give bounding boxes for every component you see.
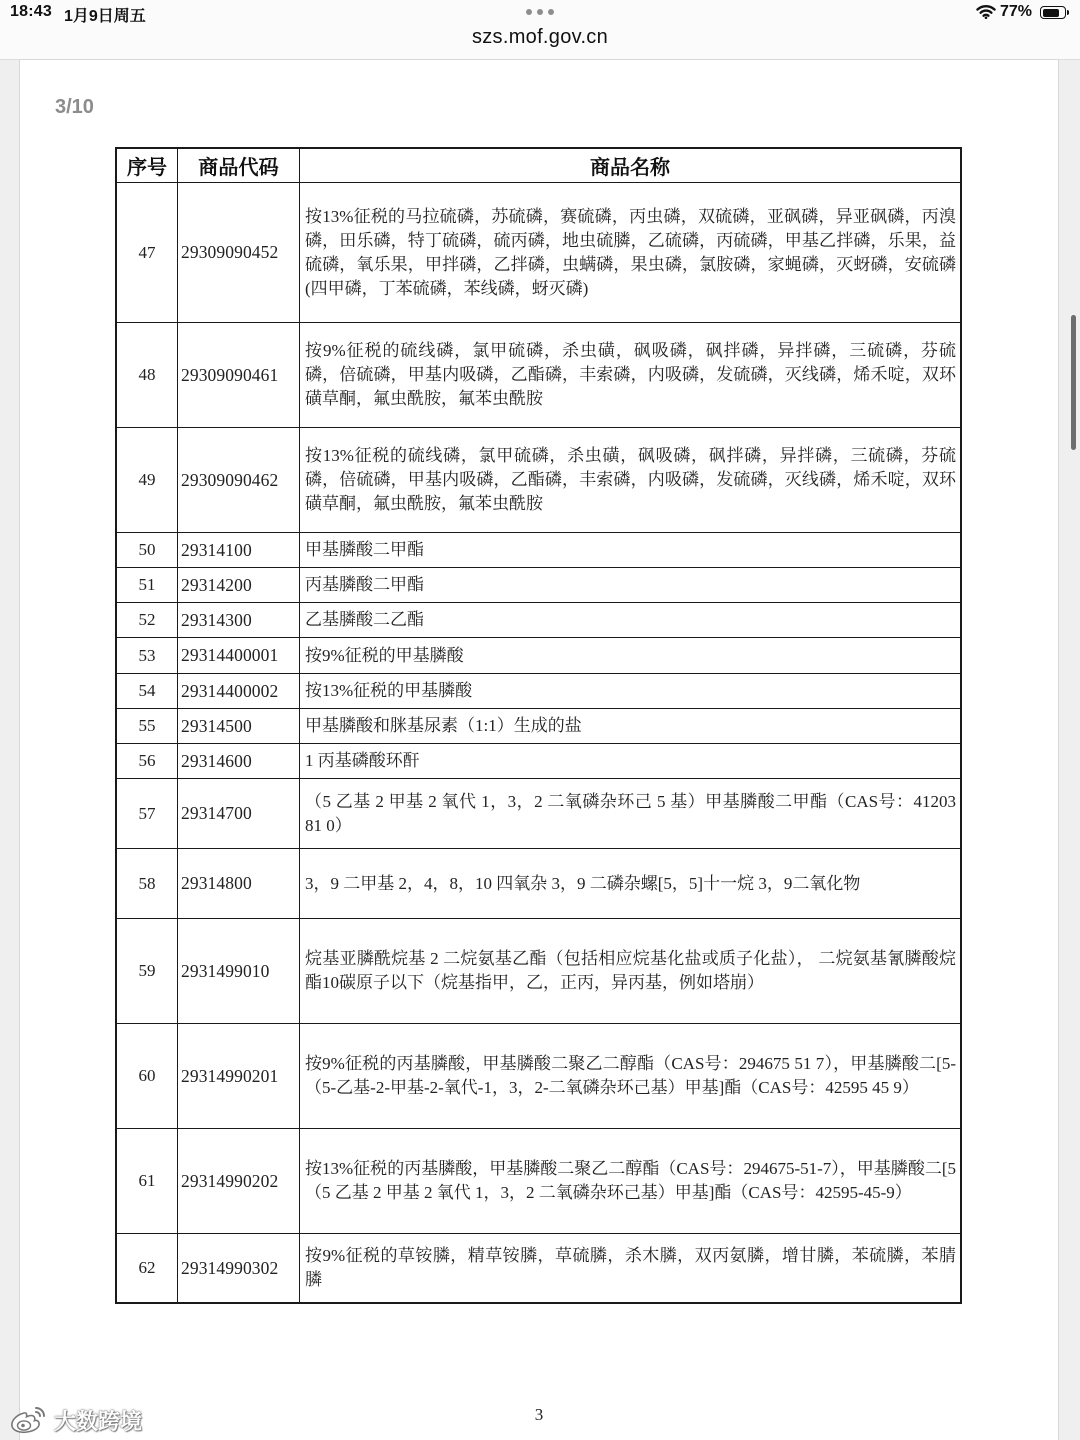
status-time: 18:43 [10, 3, 52, 20]
row-name: 甲基膦酸二甲酯 [305, 540, 424, 559]
row-index: 61 [117, 1129, 178, 1233]
page-footer-number: 3 [534, 1405, 544, 1424]
address-bar-url[interactable]: szs.mof.gov.cn [471, 26, 609, 48]
wifi-icon [976, 4, 996, 19]
table-row [117, 638, 960, 674]
row-name: 乙基膦酸二乙酯 [305, 610, 424, 629]
row-code: 29309090462 [178, 428, 300, 532]
row-name: 按13%征税的马拉硫磷，苏硫磷，赛硫磷，丙虫磷，双硫磷，亚砜磷，异亚砜磷，丙溴磷，田乐磷，特丁硫磷，硫丙磷，地虫硫膦，乙硫磷，丙硫磷，甲基乙拌磷，乐果，益硫磷，氧乐果，甲拌磷，乙拌磷，虫螨磷，果虫磷，氯胺磷，家蝇磷，灭蚜磷，安硫磷(四甲磷，丁苯硫磷，苯线磷，蚜灭磷) [305, 206, 956, 298]
row-name-cell [300, 428, 960, 532]
table-row [117, 428, 960, 533]
row-index: 55 [117, 709, 178, 743]
row-name-cell [300, 919, 960, 1023]
row-index: 50 [117, 533, 178, 567]
header-index: 序号 [117, 149, 178, 182]
row-index: 58 [117, 849, 178, 918]
row-name: 丙基膦酸二甲酯 [305, 575, 424, 594]
row-name-cell [300, 674, 960, 708]
row-index: 60 [117, 1024, 178, 1128]
row-name-cell [300, 779, 960, 848]
row-index: 49 [117, 428, 178, 532]
table-row [117, 603, 960, 638]
status-date: 1月9日周五 [64, 8, 146, 25]
row-name-cell [300, 849, 960, 918]
top-bar [0, 0, 1080, 60]
battery-percent: 77% [1000, 3, 1033, 20]
row-name-cell [300, 1024, 960, 1128]
row-code: 29314800 [178, 849, 300, 918]
watermark [8, 1402, 142, 1438]
table-row [117, 568, 960, 603]
table-row [117, 779, 960, 849]
row-code: 29314400002 [178, 674, 300, 708]
row-index: 59 [117, 919, 178, 1023]
row-code: 29314200 [178, 568, 300, 602]
row-name: 按9%征税的丙基膦酸，甲基膦酸二聚乙二醇酯（CAS号：294675 51 7），甲基膦酸二[5-（5-乙基-2-甲基-2-氧代-1，3，2-二氧磷杂环己基）甲基]酯（CAS号：42595 45 9） [305, 1054, 956, 1097]
table-row [117, 323, 960, 428]
row-name-cell [300, 709, 960, 743]
row-name-cell [300, 568, 960, 602]
row-name-cell [300, 533, 960, 567]
table-row [117, 674, 960, 709]
row-code: 29314990202 [178, 1129, 300, 1233]
table-row [117, 1024, 960, 1129]
battery-nub [1067, 10, 1069, 15]
header-name: 商品名称 [590, 157, 670, 179]
table-row [117, 744, 960, 779]
goods-table [115, 147, 962, 1304]
row-name: （5 乙基 2 甲基 2 氧代 1，3，2 二氧磷杂环己 5 基）甲基膦酸二甲酯（CAS号：41203 81 0） [305, 791, 956, 835]
row-index: 48 [117, 323, 178, 427]
battery-fill [1043, 9, 1059, 17]
header-code: 商品代码 [178, 149, 300, 182]
row-name-cell [300, 1234, 960, 1302]
row-name-cell [300, 744, 960, 778]
row-index: 57 [117, 779, 178, 848]
row-name-cell [300, 603, 960, 637]
row-name: 按9%征税的甲基膦酸 [305, 645, 464, 665]
page-indicator: 3/10 [55, 96, 94, 118]
vertical-scrollbar[interactable] [1071, 315, 1076, 450]
row-code: 29314700 [178, 779, 300, 848]
row-name-cell [300, 323, 960, 427]
table-row [117, 183, 960, 323]
row-code: 29314600 [178, 744, 300, 778]
row-name: 按9%征税的草铵膦，精草铵膦，草硫膦，杀木膦，双丙氨膦，增甘膦，苯硫膦，苯腈膦 [305, 1246, 956, 1289]
row-index: 53 [117, 638, 178, 673]
table-row [117, 533, 960, 568]
table-row [117, 849, 960, 919]
row-name: 按13%征税的甲基膦酸 [305, 681, 473, 700]
row-name: 按13%征税的硫线磷，氯甲硫磷，杀虫磺，砜吸磷，砜拌磷，异拌磷，三硫磷，芬硫磷，倍硫磷，甲基内吸磷，乙酯磷，丰索磷，内吸磷，发硫磷，灭线磷，烯禾啶，双环磺草酮，氟虫酰胺，氟苯虫酰胺 [305, 446, 956, 513]
row-code: 29314100 [178, 533, 300, 567]
battery-icon [1040, 6, 1066, 19]
row-code: 29314300 [178, 603, 300, 637]
row-name-cell [300, 1129, 960, 1233]
multitask-dots-icon[interactable] [526, 9, 554, 15]
table-row [117, 1129, 960, 1234]
row-code: 2931499010 [178, 919, 300, 1023]
weibo-icon [8, 1404, 48, 1436]
row-name: 按13%征税的丙基膦酸，甲基膦酸二聚乙二醇酯（CAS号：294675-51-7），甲基膦酸二[5 （5 乙基 2 甲基 2 氧代 1，3，2 二氧磷杂环己基）甲基]酯（CAS号：42595-45-9） [305, 1159, 956, 1202]
row-index: 62 [117, 1234, 178, 1302]
table-row [117, 1234, 960, 1302]
row-index: 47 [117, 183, 178, 322]
table-row [117, 919, 960, 1024]
row-name-cell [300, 183, 960, 322]
watermark-text: 大数跨境 [54, 1408, 143, 1434]
row-name: 1 丙基磷酸环酐 [305, 751, 420, 770]
row-code: 29314500 [178, 709, 300, 743]
row-code: 29309090452 [178, 183, 300, 322]
row-name: 烷基亚膦酰烷基 2 二烷氨基乙酯（包括相应烷基化盐或质子化盐）， 二烷氨基氰膦酸烷酯10碳原子以下（烷基指甲，乙，正丙，异丙基，例如塔崩） [305, 949, 956, 992]
table-header-row [117, 149, 960, 183]
row-code: 29314400001 [178, 638, 300, 673]
row-index: 54 [117, 674, 178, 708]
row-name: 甲基膦酸和脒基尿素（1:1）生成的盐 [305, 716, 582, 735]
row-code: 29314990302 [178, 1234, 300, 1302]
row-name-cell [300, 638, 960, 673]
row-code: 29314990201 [178, 1024, 300, 1128]
row-code: 29309090461 [178, 323, 300, 427]
pdf-page [20, 60, 1058, 1440]
row-name: 按9%征税的硫线磷，氯甲硫磷，杀虫磺，砜吸磷，砜拌磷，异拌磷，三硫磷，芬硫磷，倍硫磷，甲基内吸磷，乙酯磷，丰索磷，内吸磷，发硫磷，灭线磷，烯禾啶，双环磺草酮，氟虫酰胺，氟苯虫酰胺 [305, 341, 956, 408]
row-index: 56 [117, 744, 178, 778]
row-index: 51 [117, 568, 178, 602]
row-name: 3，9 二甲基 2，4，8，10 四氧杂 3，9 二磷杂螺[5，5]十一烷 3，9二氧化物 [305, 873, 861, 893]
row-index: 52 [117, 603, 178, 637]
table-row [117, 709, 960, 744]
